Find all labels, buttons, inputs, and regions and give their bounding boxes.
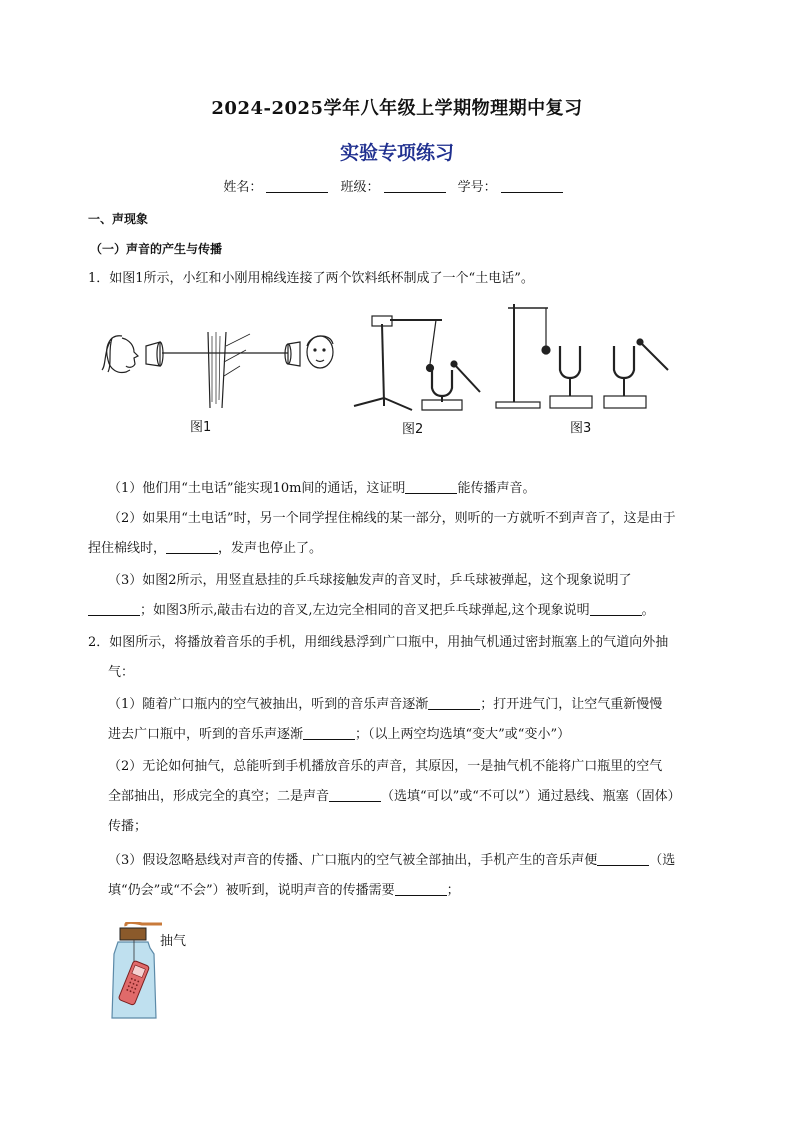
answer-blank[interactable] xyxy=(395,883,447,896)
name-blank[interactable] xyxy=(266,180,328,193)
answer-blank[interactable] xyxy=(597,853,649,866)
figure-3-label: 图3 xyxy=(570,421,592,436)
answer-blank[interactable] xyxy=(88,603,140,616)
class-label: 班级： xyxy=(340,180,380,195)
figure-1-label: 图1 xyxy=(190,420,212,435)
q1-part3-line1: （3）如图2所示，用竖直悬挂的乒乓球接触发声的音叉时，乒乓球被弹起，这个现象说明了 xyxy=(108,573,632,588)
answer-blank[interactable] xyxy=(166,541,218,554)
answer-blank[interactable] xyxy=(405,481,457,494)
q1-part2-line2: 捏住棉线时， ，发声也停止了。 xyxy=(88,541,323,556)
id-blank[interactable] xyxy=(501,180,563,193)
figure-2-label: 图2 xyxy=(402,422,424,437)
answer-blank[interactable] xyxy=(329,789,381,802)
subsection-heading: （一）声音的产生与传播 xyxy=(90,242,223,256)
q2-part2-line3: 传播； xyxy=(108,819,148,834)
answer-blank[interactable] xyxy=(303,727,355,740)
answer-blank[interactable] xyxy=(590,603,642,616)
section-heading: 一、声现象 xyxy=(88,212,149,226)
q1-stem: 1．如图1所示，小红和小刚用棉线连接了两个饮料纸杯制成了一个“土电话”。 xyxy=(88,271,534,286)
page-title: 2024-2025学年八年级上学期物理期中复习 xyxy=(211,98,583,119)
figure-bell-jar-phone xyxy=(104,922,164,1024)
answer-blank[interactable] xyxy=(428,697,480,710)
q1-part1: （1）他们用“土电话”能实现10m间的通话，这证明 能传播声音。 xyxy=(108,481,536,496)
q2-part3-line1: （3）假设忽略悬线对声音的传播、广口瓶内的空气被全部抽出，手机产生的音乐声便 （选 xyxy=(108,853,676,868)
class-blank[interactable] xyxy=(384,180,446,193)
student-info-row xyxy=(0,176,794,195)
pump-label: 抽气 xyxy=(160,934,187,949)
q2-part1-line1: （1）随着广口瓶内的空气被抽出，听到的音乐声音逐渐 ；打开进气门，让空气重新慢慢 xyxy=(108,697,663,712)
q1-part2-line1: （2）如果用“土电话”时，另一个同学捏住棉线的某一部分，则听的一方就听不到声音了，这是由于 xyxy=(108,511,676,526)
q2-part2-line2: 全部抽出，形成完全的真空；二是声音 （选填“可以”或“不可以”）通过悬线、瓶塞（固体） xyxy=(108,789,681,804)
figure-3-two-tuning-forks xyxy=(494,298,674,414)
name-label: 姓名： xyxy=(223,180,263,195)
q1-part3-line2: ；如图3所示,敲击右边的音叉,左边完全相同的音叉把乒乓球弹起,这个现象说明 。 xyxy=(88,602,655,620)
q2-part3-line2: 填“仍会”或“不会”）被听到，说明声音的传播需要 ； xyxy=(108,883,460,898)
id-label: 学号： xyxy=(457,180,497,195)
q2-part2-line1: （2）无论如何抽气，总能听到手机播放音乐的声音，其原因，一是抽气机不能将广口瓶里的空气 xyxy=(108,759,663,774)
page-subtitle: 实验专项练习 xyxy=(339,142,454,164)
q2-stem-line2: 气： xyxy=(108,665,135,680)
figure-1-string-telephone xyxy=(100,322,350,408)
figure-2-tuning-fork xyxy=(350,306,490,414)
q2-stem-line1: 2．如图所示，将播放着音乐的手机，用细线悬浮到广口瓶中，用抽气机通过密封瓶塞上的气道向外抽 xyxy=(88,635,669,650)
q2-part1-line2: 进去广口瓶中，听到的音乐声逐渐 ；（以上两空均选填“变大”或“变小”） xyxy=(108,727,571,742)
